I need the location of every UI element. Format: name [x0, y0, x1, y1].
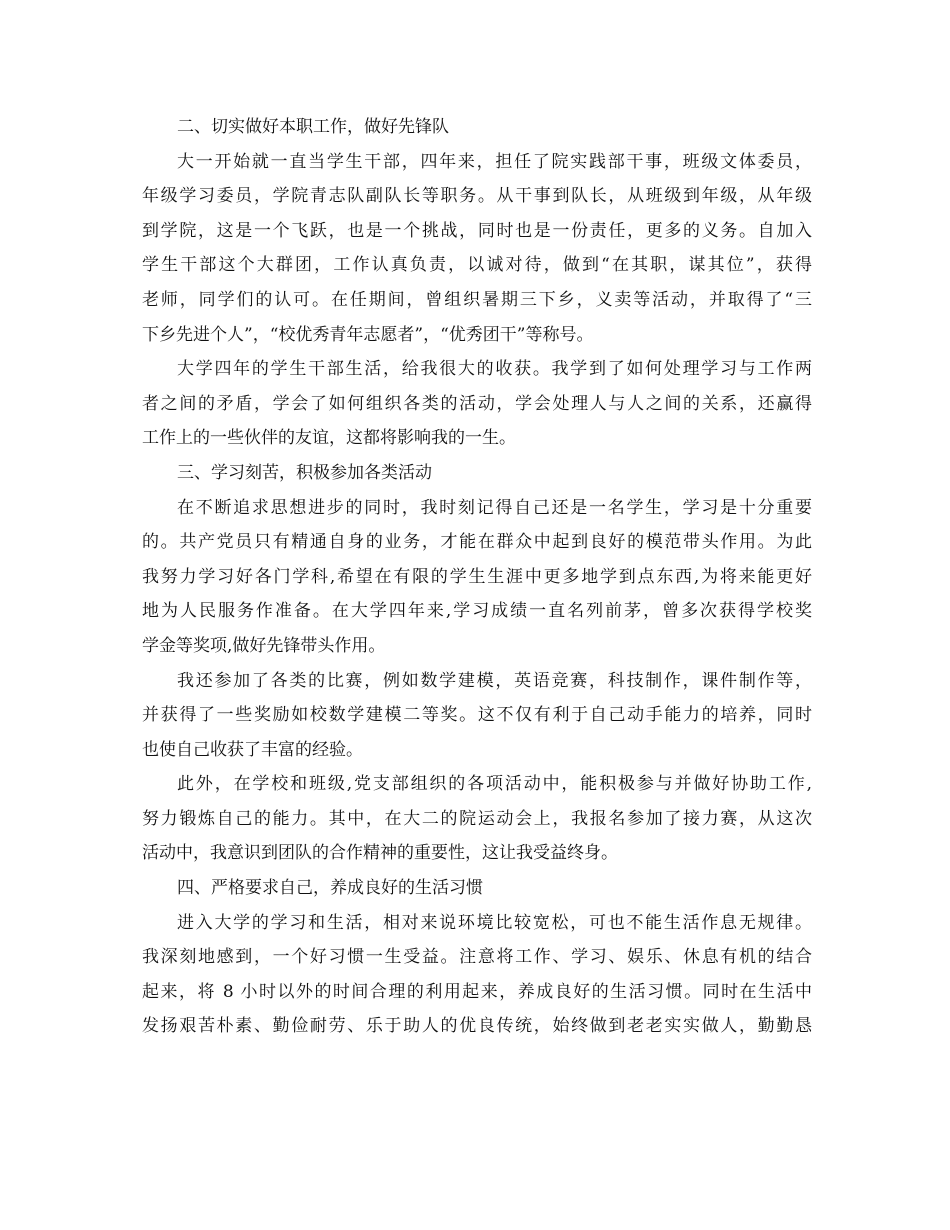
paragraph-line: 老师，同学们的认可。在任期间，曾组织暑期三下乡，义卖等活动，并取得了“三 — [142, 289, 812, 310]
paragraph-line: 此外，在学校和班级,党支部组织的各项活动中，能积极参与并做好协助工作, — [177, 774, 812, 795]
paragraph-line: 努力锻炼自己的能力。其中，在大二的院运动会上，我报名参加了接力赛，从这次 — [142, 808, 812, 829]
paragraph-line: 学金等奖项,做好先锋带头作用。 — [142, 635, 386, 656]
paragraph-line: 下乡先进个人”，“校优秀青年志愿者”，“优秀团干”等称号。 — [142, 324, 594, 345]
section-heading-2: 二、切实做好本职工作，做好先锋队 — [177, 117, 449, 137]
paragraph-line: 我深刻地感到，一个好习惯一生受益。注意将工作、学习、娱乐、休息有机的结合 — [142, 947, 812, 968]
paragraph-line: 并获得了一些奖励如校数学建模二等奖。这不仅有利于自己动手能力的培养，同时 — [142, 705, 812, 726]
paragraph-line: 到学院，这是一个飞跃，也是一个挑战，同时也是一份责任，更多的义务。自加入 — [142, 220, 812, 241]
paragraph-line: 年级学习委员，学院青志队副队长等职务。从干事到队长，从班级到年级，从年级 — [142, 186, 812, 207]
paragraph-line: 者之间的矛盾，学会了如何组织各类的活动，学会处理人与人之间的关系，还赢得 — [142, 393, 812, 414]
paragraph-line: 学生干部这个大群团，工作认真负责，以诚对待，做到“在其职，谋其位”，获得 — [142, 255, 812, 276]
paragraph-line: 地为人民服务作准备。在大学四年来,学习成绩一直名列前茅，曾多次获得学校奖 — [142, 601, 812, 622]
paragraph-line: 我还参加了各类的比赛，例如数学建模，英语竞赛，科技制作，课件制作等， — [177, 670, 812, 691]
paragraph-line: 我努力学习好各门学科,希望在有限的学生生涯中更多地学到点东西,为将来能更好 — [142, 566, 812, 587]
paragraph-line: 进入大学的学习和生活，相对来说环境比较宽松，可也不能生活作息无规律。 — [177, 912, 812, 933]
paragraph-line: 工作上的一些伙伴的友谊，这都将影响我的一生。 — [142, 428, 516, 449]
paragraph-line: 大一开始就一直当学生干部，四年来，担任了院实践部干事，班级文体委员， — [177, 151, 812, 172]
paragraph-line: 发扬艰苦朴素、勤俭耐劳、乐于助人的优良传统，始终做到老老实实做人，勤勤恳 — [142, 1016, 812, 1037]
section-heading-4: 四、严格要求自己，养成良好的生活习惯 — [177, 878, 483, 899]
paragraph-line: 大学四年的学生干部生活，给我很大的收获。我学到了如何处理学习与工作两 — [177, 359, 812, 380]
section-heading-3: 三、学习刻苦，积极参加各类活动 — [177, 462, 432, 483]
document-page — [142, 110, 812, 1044]
paragraph-line: 活动中，我意识到团队的合作精神的重要性，这让我受益终身。 — [142, 843, 618, 864]
paragraph-line: 起来，将 8 小时以外的时间合理的利用起来，养成良好的生活习惯。同时在生活中 — [142, 981, 812, 1002]
paragraph-line: 也使自己收获了丰富的经验。 — [142, 739, 363, 760]
paragraph-line: 在不断追求思想进步的同时，我时刻记得自己还是一名学生，学习是十分重要 — [177, 497, 812, 518]
paragraph-line: 的。共产党员只有精通自身的业务，才能在群众中起到良好的模范带头作用。为此 — [142, 532, 812, 553]
